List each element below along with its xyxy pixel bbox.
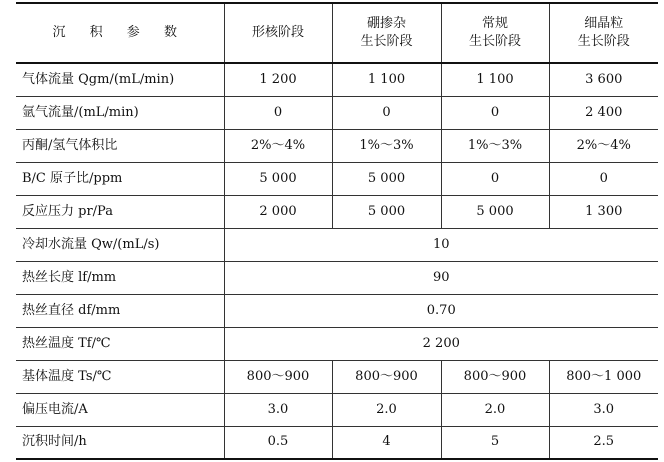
table-row bbox=[16, 393, 658, 426]
table-cell: 800～900 bbox=[441, 360, 549, 393]
table-cell: 0 bbox=[441, 162, 549, 195]
row-label: 偏压电流/A bbox=[16, 393, 224, 426]
table-row bbox=[16, 162, 658, 195]
table-row bbox=[16, 195, 658, 228]
table-cell: 800～1 000 bbox=[549, 360, 658, 393]
table-cell: 2 400 bbox=[549, 96, 658, 129]
merged-cell: 10 bbox=[224, 228, 658, 261]
table-row bbox=[16, 63, 658, 96]
table-cell: 2 000 bbox=[224, 195, 332, 228]
row-label: 热丝长度 lf/mm bbox=[16, 261, 224, 294]
merged-cell: 0.70 bbox=[224, 294, 658, 327]
table-body bbox=[16, 63, 658, 459]
table-cell: 1%～3% bbox=[332, 129, 441, 162]
table-cell: 5 000 bbox=[332, 162, 441, 195]
table-row bbox=[16, 327, 658, 360]
table-cell: 0 bbox=[332, 96, 441, 129]
header-line: 细晶粒 bbox=[584, 16, 624, 31]
table-cell: 3.0 bbox=[549, 393, 658, 426]
header-line: 常规 bbox=[481, 16, 508, 31]
table-cell: 2%～4% bbox=[224, 129, 332, 162]
table-cell: 5 000 bbox=[441, 195, 549, 228]
table-cell: 1 300 bbox=[549, 195, 658, 228]
merged-cell: 90 bbox=[224, 261, 658, 294]
header-regular bbox=[441, 3, 549, 63]
merged-cell: 2 200 bbox=[224, 327, 658, 360]
table-cell: 1%～3% bbox=[441, 129, 549, 162]
table-cell: 0 bbox=[441, 96, 549, 129]
table-cell: 3.0 bbox=[224, 393, 332, 426]
row-label: 气体流量 Qgm/(mL/min) bbox=[16, 63, 224, 96]
table-cell: 800～900 bbox=[224, 360, 332, 393]
table-row bbox=[16, 228, 658, 261]
row-label: 冷却水流量 Qw/(mL/s) bbox=[16, 228, 224, 261]
table-cell: 0.5 bbox=[224, 426, 332, 459]
table-cell: 2%～4% bbox=[549, 129, 658, 162]
row-label: 热丝直径 df/mm bbox=[16, 294, 224, 327]
header-line: 硼掺杂 bbox=[366, 16, 406, 31]
table-row bbox=[16, 294, 658, 327]
table-cell: 1 100 bbox=[441, 63, 549, 96]
table-row bbox=[16, 360, 658, 393]
row-label: 沉积时间/h bbox=[16, 426, 224, 459]
deposition-parameters-table bbox=[16, 2, 658, 460]
table-row bbox=[16, 426, 658, 459]
header-boron-doped bbox=[332, 3, 441, 63]
table-row bbox=[16, 261, 658, 294]
row-label: B/C 原子比/ppm bbox=[16, 162, 224, 195]
table-cell: 2.0 bbox=[332, 393, 441, 426]
table-cell: 800～900 bbox=[332, 360, 441, 393]
row-label: 反应压力 pr/Pa bbox=[16, 195, 224, 228]
row-label: 氩气流量/(mL/min) bbox=[16, 96, 224, 129]
table-cell: 0 bbox=[549, 162, 658, 195]
header-line: 生长阶段 bbox=[360, 34, 413, 49]
header-fine-grain bbox=[549, 3, 658, 63]
header-line: 生长阶段 bbox=[468, 34, 521, 49]
row-label: 丙酮/氢气体积比 bbox=[16, 129, 224, 162]
header-line: 生长阶段 bbox=[577, 34, 630, 49]
table-cell: 4 bbox=[332, 426, 441, 459]
table-cell: 2.5 bbox=[549, 426, 658, 459]
table-cell: 0 bbox=[224, 96, 332, 129]
table-cell: 2.0 bbox=[441, 393, 549, 426]
table-row bbox=[16, 129, 658, 162]
table-row bbox=[16, 96, 658, 129]
table-cell: 1 100 bbox=[332, 63, 441, 96]
header-row bbox=[16, 3, 658, 63]
row-label: 热丝温度 Tf/℃ bbox=[16, 327, 224, 360]
table-cell: 5 000 bbox=[224, 162, 332, 195]
header-nucleation: 形核阶段 bbox=[224, 3, 332, 63]
table-cell: 3 600 bbox=[549, 63, 658, 96]
table-cell: 5 000 bbox=[332, 195, 441, 228]
header-param: 沉 积 参 数 bbox=[16, 3, 224, 63]
table-cell: 1 200 bbox=[224, 63, 332, 96]
row-label: 基体温度 Ts/℃ bbox=[16, 360, 224, 393]
table-cell: 5 bbox=[441, 426, 549, 459]
